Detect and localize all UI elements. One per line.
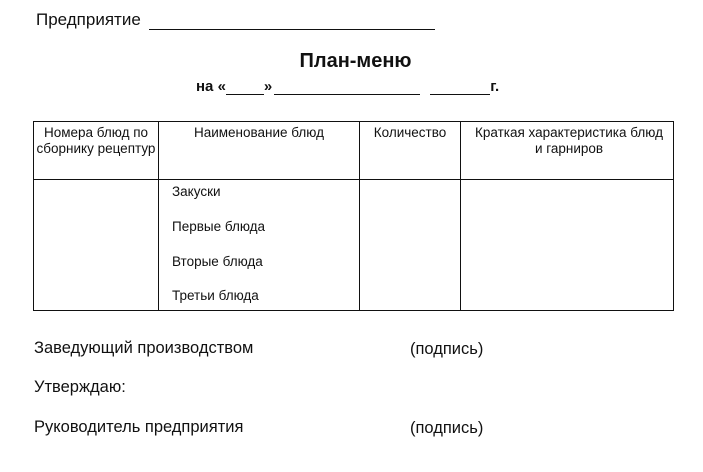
date-year-blank[interactable] — [430, 82, 490, 95]
date-month-blank[interactable] — [274, 82, 420, 95]
menu-table — [33, 121, 674, 311]
signature-placeholder-1: (подпись) — [410, 340, 484, 358]
approve-label: Утверждаю: — [34, 378, 126, 396]
column-header-dish-names: Наименование блюд — [193, 125, 325, 140]
dish-group-appetizers: Закуски — [172, 184, 221, 199]
signature-placeholder-2: (подпись) — [410, 419, 484, 437]
dish-group-desserts: Третьи блюда — [172, 288, 259, 303]
column-header-quantity: Количество — [373, 125, 447, 140]
enterprise-field — [36, 10, 435, 30]
table-divider — [359, 122, 360, 310]
column-header-recipe-numbers: Номера блюд по сборнику рецептур — [36, 125, 156, 156]
date-day-blank[interactable] — [226, 82, 264, 95]
date-field — [196, 78, 499, 95]
enterprise-label: Предприятие — [36, 10, 141, 29]
date-suffix: г. — [490, 78, 500, 95]
enterprise-blank-line[interactable] — [149, 14, 435, 30]
table-divider — [460, 122, 461, 310]
column-header-description: Краткая характеристика блюд и гарниров — [475, 125, 663, 156]
dish-group-main-courses: Вторые блюда — [172, 254, 263, 269]
date-mid: » — [263, 78, 273, 95]
table-divider — [158, 122, 159, 310]
enterprise-head-label: Руководитель предприятия — [34, 418, 244, 436]
document-title: План-меню — [299, 50, 412, 72]
dish-group-first-courses: Первые блюда — [172, 219, 266, 234]
table-header-divider — [34, 179, 673, 180]
date-prefix: на « — [196, 78, 226, 95]
production-manager-label: Заведующий производством — [34, 339, 254, 357]
